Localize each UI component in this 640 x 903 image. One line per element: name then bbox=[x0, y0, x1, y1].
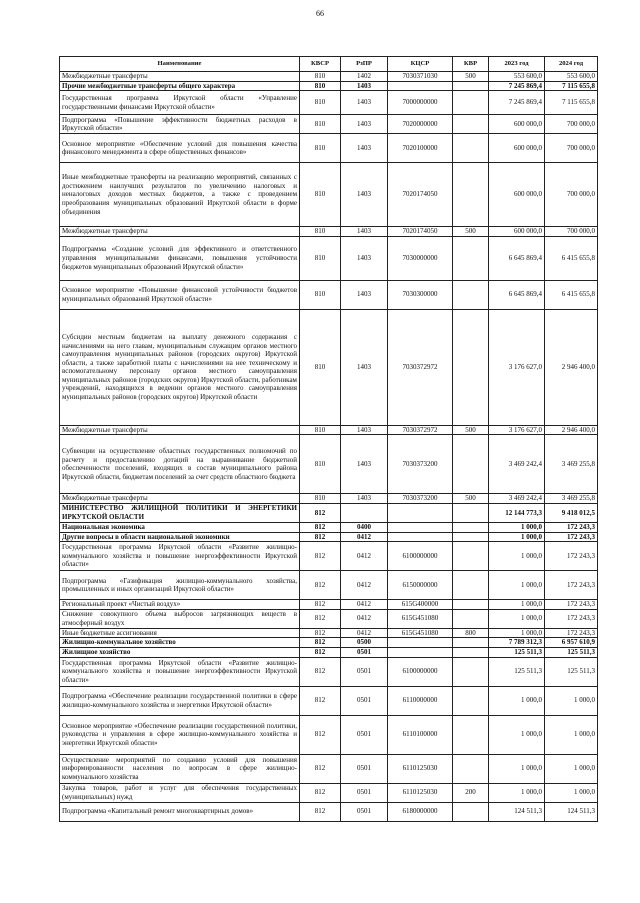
row-name: Основное мероприятие «Обеспечение условий для повышения качества финансового менеджмента в сфере общественных финансов» bbox=[60, 134, 300, 163]
row-kvsr: 810 bbox=[300, 236, 341, 280]
row-kcsr: 7030372972 bbox=[388, 425, 453, 435]
row-2023: 7 245 869,4 bbox=[489, 81, 545, 91]
row-kcsr bbox=[388, 638, 453, 648]
row-2023: 125 511,3 bbox=[489, 647, 545, 657]
row-kvsr: 812 bbox=[300, 522, 341, 532]
row-name: Снижение совокупного объема выбросов загрязняющих веществ в атмосферный воздух bbox=[60, 609, 300, 628]
row-2024: 3 469 255,8 bbox=[545, 435, 598, 494]
row-kvr: 200 bbox=[453, 783, 489, 802]
header-kvr: КВР bbox=[453, 57, 489, 72]
row-2024: 700 000,0 bbox=[545, 163, 598, 227]
table-row bbox=[60, 657, 598, 686]
row-2023: 12 144 773,3 bbox=[489, 503, 545, 522]
row-kcsr: 615G451080 bbox=[388, 609, 453, 628]
table-row bbox=[60, 72, 598, 82]
row-name: Подпрограмма «Повышение эффективности бюджетных расходов в Иркутской области» bbox=[60, 115, 300, 134]
row-2023: 6 645 869,4 bbox=[489, 236, 545, 280]
row-kvr: 500 bbox=[453, 72, 489, 82]
row-name: Межбюджетные трансферты bbox=[60, 227, 300, 237]
row-kvr bbox=[453, 163, 489, 227]
row-kcsr bbox=[388, 522, 453, 532]
row-2024: 6 415 655,8 bbox=[545, 236, 598, 280]
row-kvsr: 810 bbox=[300, 163, 341, 227]
row-kvr bbox=[453, 686, 489, 715]
row-rzpr: 1403 bbox=[341, 81, 388, 91]
row-kvr bbox=[453, 542, 489, 571]
row-kvr bbox=[453, 754, 489, 783]
table-row bbox=[60, 236, 598, 280]
row-rzpr: 0501 bbox=[341, 783, 388, 802]
row-kvr bbox=[453, 609, 489, 628]
row-kvsr: 812 bbox=[300, 628, 341, 638]
row-rzpr: 0501 bbox=[341, 686, 388, 715]
row-name: Межбюджетные трансферты bbox=[60, 72, 300, 82]
row-name: Осуществление мероприятий по созданию условий для повышения информированности населения по вопросам в сфере жилищно-коммунального хозяйства bbox=[60, 754, 300, 783]
row-2024: 124 511,3 bbox=[545, 802, 598, 821]
row-kcsr: 7030371030 bbox=[388, 72, 453, 82]
row-name: Закупка товаров, работ и услуг для обеспечения государственных (муниципальных) нужд bbox=[60, 783, 300, 802]
row-name: Государственная программа Иркутской области «Управление государственными финансами Иркутской области» bbox=[60, 91, 300, 115]
row-rzpr: 0412 bbox=[341, 609, 388, 628]
row-rzpr: 1403 bbox=[341, 236, 388, 280]
row-kcsr: 6150000000 bbox=[388, 571, 453, 600]
row-kvr bbox=[453, 81, 489, 91]
row-2024: 172 243,3 bbox=[545, 571, 598, 600]
row-name: Государственная программа Иркутской области «Развитие жилищно-коммунального хозяйства и повышение энергоэффективности Иркутской области» bbox=[60, 657, 300, 686]
row-2024: 1 000,0 bbox=[545, 754, 598, 783]
row-rzpr: 1403 bbox=[341, 227, 388, 237]
row-rzpr: 1403 bbox=[341, 163, 388, 227]
table-row bbox=[60, 134, 598, 163]
row-kcsr bbox=[388, 81, 453, 91]
row-kvr bbox=[453, 715, 489, 754]
row-2024: 1 000,0 bbox=[545, 783, 598, 802]
table-row bbox=[60, 435, 598, 494]
row-kvr bbox=[453, 571, 489, 600]
row-2024: 6 957 610,9 bbox=[545, 638, 598, 648]
row-kvsr: 812 bbox=[300, 802, 341, 821]
table-row bbox=[60, 783, 598, 802]
row-2024: 172 243,3 bbox=[545, 628, 598, 638]
row-kcsr: 7020000000 bbox=[388, 115, 453, 134]
table-row bbox=[60, 227, 598, 237]
row-2024: 172 243,3 bbox=[545, 542, 598, 571]
table-row bbox=[60, 115, 598, 134]
table-row bbox=[60, 600, 598, 610]
row-name: Иные межбюджетные трансферты на реализацию мероприятий, связанных с достижением наилучших результатов по увеличению налоговых и неналоговых доходов местных бюджетов, а также с проведением преобразования муниципальных образований Иркутской области в форме объединения bbox=[60, 163, 300, 227]
row-kvr bbox=[453, 91, 489, 115]
row-2024: 125 511,3 bbox=[545, 657, 598, 686]
row-kcsr: 7030000000 bbox=[388, 236, 453, 280]
row-kvr bbox=[453, 600, 489, 610]
row-kvr: 500 bbox=[453, 494, 489, 504]
row-2024: 172 243,3 bbox=[545, 600, 598, 610]
row-2024: 172 243,3 bbox=[545, 609, 598, 628]
table-row bbox=[60, 802, 598, 821]
row-kcsr: 6110000000 bbox=[388, 686, 453, 715]
header-2024: 2024 год bbox=[545, 57, 598, 72]
row-rzpr: 1403 bbox=[341, 425, 388, 435]
header-kcsr: КЦСР bbox=[388, 57, 453, 72]
row-kvsr: 810 bbox=[300, 91, 341, 115]
row-kcsr: 7030372972 bbox=[388, 309, 453, 425]
row-name: Иные бюджетные ассигнования bbox=[60, 628, 300, 638]
row-name: Подпрограмма «Газификация жилищно-коммунального хозяйства, промышленных и иных организаций Иркутской области» bbox=[60, 571, 300, 600]
table-row bbox=[60, 715, 598, 754]
row-rzpr: 0412 bbox=[341, 571, 388, 600]
row-name: Другие вопросы в области национальной экономики bbox=[60, 532, 300, 542]
row-rzpr: 0501 bbox=[341, 754, 388, 783]
row-name: Региональный проект «Чистый воздух» bbox=[60, 600, 300, 610]
row-2023: 7 245 869,4 bbox=[489, 91, 545, 115]
row-rzpr: 0412 bbox=[341, 600, 388, 610]
row-kvsr: 812 bbox=[300, 647, 341, 657]
row-kcsr: 6110100000 bbox=[388, 715, 453, 754]
row-kvsr: 812 bbox=[300, 542, 341, 571]
row-name: Жилищное хозяйство bbox=[60, 647, 300, 657]
row-kvsr: 812 bbox=[300, 609, 341, 628]
row-2023: 124 511,3 bbox=[489, 802, 545, 821]
row-kvsr: 812 bbox=[300, 783, 341, 802]
row-kvsr: 810 bbox=[300, 280, 341, 309]
row-kvr bbox=[453, 532, 489, 542]
row-kcsr: 6110125030 bbox=[388, 754, 453, 783]
row-kvsr: 812 bbox=[300, 532, 341, 542]
row-2024: 3 469 255,8 bbox=[545, 494, 598, 504]
table-row bbox=[60, 647, 598, 657]
row-kvsr: 810 bbox=[300, 72, 341, 82]
row-kvr bbox=[453, 435, 489, 494]
row-kvr bbox=[453, 522, 489, 532]
row-name: Подпрограмма «Капитальный ремонт многоквартирных домов» bbox=[60, 802, 300, 821]
row-2023: 125 511,3 bbox=[489, 657, 545, 686]
row-kcsr: 6100000000 bbox=[388, 657, 453, 686]
row-kvr: 500 bbox=[453, 425, 489, 435]
table-row bbox=[60, 754, 598, 783]
row-kcsr: 7020100000 bbox=[388, 134, 453, 163]
row-name: Подпрограмма «Создание условий для эффективного и ответственного управления муниципальными финансами, повышения устойчивости бюджетов муниципальных образований Иркутской области» bbox=[60, 236, 300, 280]
row-kvsr: 812 bbox=[300, 600, 341, 610]
row-2023: 1 000,0 bbox=[489, 715, 545, 754]
row-2023: 600 000,0 bbox=[489, 115, 545, 134]
row-kvr bbox=[453, 115, 489, 134]
row-rzpr: 0501 bbox=[341, 802, 388, 821]
row-kvr bbox=[453, 134, 489, 163]
row-2023: 7 789 312,3 bbox=[489, 638, 545, 648]
row-2023: 600 000,0 bbox=[489, 227, 545, 237]
row-rzpr: 0412 bbox=[341, 532, 388, 542]
row-name: Субвенции на осуществление областных государственных полномочий по расчету и предоставлению дотаций на выравнивание бюджетной обеспеченности поселений, входящих в состав муниципального района Иркутской области, бюджетам поселений за счет средств областного бюджета bbox=[60, 435, 300, 494]
row-rzpr: 0501 bbox=[341, 715, 388, 754]
row-kvr bbox=[453, 638, 489, 648]
row-2023: 1 000,0 bbox=[489, 609, 545, 628]
row-kvsr: 812 bbox=[300, 503, 341, 522]
row-2023: 6 645 869,4 bbox=[489, 280, 545, 309]
table-row bbox=[60, 163, 598, 227]
row-kvr bbox=[453, 280, 489, 309]
table-row bbox=[60, 280, 598, 309]
page-number: 66 bbox=[316, 9, 324, 18]
row-rzpr: 1403 bbox=[341, 134, 388, 163]
table-row bbox=[60, 638, 598, 648]
row-kvsr: 812 bbox=[300, 686, 341, 715]
row-kcsr bbox=[388, 647, 453, 657]
row-kvr bbox=[453, 236, 489, 280]
row-2024: 172 243,3 bbox=[545, 532, 598, 542]
row-name: Национальная экономика bbox=[60, 522, 300, 532]
row-kvsr: 810 bbox=[300, 115, 341, 134]
row-2023: 553 600,0 bbox=[489, 72, 545, 82]
table-row bbox=[60, 91, 598, 115]
row-kvsr: 812 bbox=[300, 638, 341, 648]
row-rzpr: 1403 bbox=[341, 309, 388, 425]
table-row bbox=[60, 522, 598, 532]
row-2023: 1 000,0 bbox=[489, 628, 545, 638]
row-name: Субсидии местным бюджетам на выплату денежного содержания с начислениями на него главам, муниципальным служащим органов местного самоуправления муниципальных районов (городских округов) Иркутской области, а также заработной платы с начислениями на нее техническому и вспомогательному персоналу органов местного самоуправления муниципальных районов (городских округов) Иркутской области, работникам учреждений, находящихся в ведении органов местного самоуправления муниципальных районов (городских округов) Иркутской области bbox=[60, 309, 300, 425]
row-kcsr: 615G400000 bbox=[388, 600, 453, 610]
row-2023: 1 000,0 bbox=[489, 600, 545, 610]
row-2023: 1 000,0 bbox=[489, 532, 545, 542]
row-rzpr: 1403 bbox=[341, 91, 388, 115]
row-2024: 700 000,0 bbox=[545, 227, 598, 237]
row-2024: 700 000,0 bbox=[545, 134, 598, 163]
row-2023: 1 000,0 bbox=[489, 571, 545, 600]
row-kcsr: 7020174050 bbox=[388, 227, 453, 237]
row-rzpr: 0412 bbox=[341, 628, 388, 638]
row-name: Государственная программа Иркутской области «Развитие жилищно-коммунального хозяйства и повышение энергоэффективности Иркутской области» bbox=[60, 542, 300, 571]
header-name: Наименование bbox=[60, 57, 300, 72]
row-kvr bbox=[453, 657, 489, 686]
row-kcsr bbox=[388, 532, 453, 542]
row-2023: 3 176 627,0 bbox=[489, 425, 545, 435]
row-2024: 1 000,0 bbox=[545, 686, 598, 715]
row-name: Подпрограмма «Обеспечение реализации государственной политики в сфере жилищно-коммунального хозяйства и энергетики Иркутской области» bbox=[60, 686, 300, 715]
table-row bbox=[60, 609, 598, 628]
row-kcsr: 6180000000 bbox=[388, 802, 453, 821]
row-2023: 1 000,0 bbox=[489, 542, 545, 571]
row-kvr: 500 bbox=[453, 227, 489, 237]
row-rzpr: 1402 bbox=[341, 72, 388, 82]
row-2023: 3 176 627,0 bbox=[489, 309, 545, 425]
row-name: МИНИСТЕРСТВО ЖИЛИЩНОЙ ПОЛИТИКИ И ЭНЕРГЕТИКИ ИРКУТСКОЙ ОБЛАСТИ bbox=[60, 503, 300, 522]
row-kvsr: 810 bbox=[300, 435, 341, 494]
row-2024: 2 946 400,0 bbox=[545, 309, 598, 425]
row-2024: 9 418 012,5 bbox=[545, 503, 598, 522]
budget-table bbox=[59, 56, 598, 822]
row-2023: 3 469 242,4 bbox=[489, 435, 545, 494]
row-2024: 2 946 400,0 bbox=[545, 425, 598, 435]
row-rzpr: 0501 bbox=[341, 657, 388, 686]
row-2024: 553 600,0 bbox=[545, 72, 598, 82]
row-kvr bbox=[453, 647, 489, 657]
table-row bbox=[60, 494, 598, 504]
table-row bbox=[60, 628, 598, 638]
row-rzpr: 1403 bbox=[341, 115, 388, 134]
row-2024: 1 000,0 bbox=[545, 715, 598, 754]
table-row bbox=[60, 686, 598, 715]
row-2023: 3 469 242,4 bbox=[489, 494, 545, 504]
row-kvsr: 810 bbox=[300, 309, 341, 425]
row-kvsr: 810 bbox=[300, 134, 341, 163]
row-kvsr: 812 bbox=[300, 754, 341, 783]
row-name: Основное мероприятие «Обеспечение реализации государственной политики, руководства и управления в сфере жилищно-коммунального хозяйства и энергетики Иркутской области» bbox=[60, 715, 300, 754]
row-2024: 7 115 655,8 bbox=[545, 81, 598, 91]
row-name: Жилищно-коммунальное хозяйство bbox=[60, 638, 300, 648]
row-name: Основное мероприятие «Повышение финансовой устойчивости бюджетов муниципальных образований Иркутской области» bbox=[60, 280, 300, 309]
row-rzpr: 1403 bbox=[341, 280, 388, 309]
row-2023: 1 000,0 bbox=[489, 783, 545, 802]
row-kvsr: 810 bbox=[300, 494, 341, 504]
row-2024: 172 243,3 bbox=[545, 522, 598, 532]
header-kvsr: КВСР bbox=[300, 57, 341, 72]
table-row bbox=[60, 309, 598, 425]
row-kcsr: 615G451080 bbox=[388, 628, 453, 638]
row-2023: 1 000,0 bbox=[489, 686, 545, 715]
table-row bbox=[60, 542, 598, 571]
row-kvr bbox=[453, 503, 489, 522]
row-kcsr: 7030373200 bbox=[388, 435, 453, 494]
row-kcsr: 7030373200 bbox=[388, 494, 453, 504]
row-name: Межбюджетные трансферты bbox=[60, 494, 300, 504]
table-row bbox=[60, 532, 598, 542]
row-rzpr: 0400 bbox=[341, 522, 388, 532]
row-2024: 6 415 655,8 bbox=[545, 280, 598, 309]
row-2023: 1 000,0 bbox=[489, 522, 545, 532]
row-2023: 1 000,0 bbox=[489, 754, 545, 783]
row-rzpr bbox=[341, 503, 388, 522]
table-row bbox=[60, 81, 598, 91]
row-kvr bbox=[453, 309, 489, 425]
table-header-row bbox=[60, 57, 598, 72]
row-kvsr: 812 bbox=[300, 715, 341, 754]
row-name: Межбюджетные трансферты bbox=[60, 425, 300, 435]
row-2023: 600 000,0 bbox=[489, 134, 545, 163]
row-kcsr: 6100000000 bbox=[388, 542, 453, 571]
row-kvr bbox=[453, 802, 489, 821]
row-rzpr: 1403 bbox=[341, 494, 388, 504]
row-kcsr: 6110125030 bbox=[388, 783, 453, 802]
table-row bbox=[60, 425, 598, 435]
row-kcsr: 7020174050 bbox=[388, 163, 453, 227]
row-2024: 700 000,0 bbox=[545, 115, 598, 134]
row-2024: 125 511,3 bbox=[545, 647, 598, 657]
table-row bbox=[60, 571, 598, 600]
row-rzpr: 0412 bbox=[341, 542, 388, 571]
row-kcsr bbox=[388, 503, 453, 522]
table-row bbox=[60, 503, 598, 522]
row-kvsr: 812 bbox=[300, 571, 341, 600]
row-2024: 7 115 655,8 bbox=[545, 91, 598, 115]
row-kvr: 800 bbox=[453, 628, 489, 638]
header-rzpr: РзПР bbox=[341, 57, 388, 72]
row-kvsr: 810 bbox=[300, 227, 341, 237]
row-kcsr: 7030300000 bbox=[388, 280, 453, 309]
row-kvsr: 810 bbox=[300, 81, 341, 91]
row-name: Прочие межбюджетные трансферты общего характера bbox=[60, 81, 300, 91]
row-2023: 600 000,0 bbox=[489, 163, 545, 227]
header-2023: 2023 год bbox=[489, 57, 545, 72]
row-kvsr: 812 bbox=[300, 657, 341, 686]
row-rzpr: 0500 bbox=[341, 638, 388, 648]
row-kcsr: 7000000000 bbox=[388, 91, 453, 115]
row-rzpr: 0501 bbox=[341, 647, 388, 657]
row-kvsr: 810 bbox=[300, 425, 341, 435]
row-rzpr: 1403 bbox=[341, 435, 388, 494]
